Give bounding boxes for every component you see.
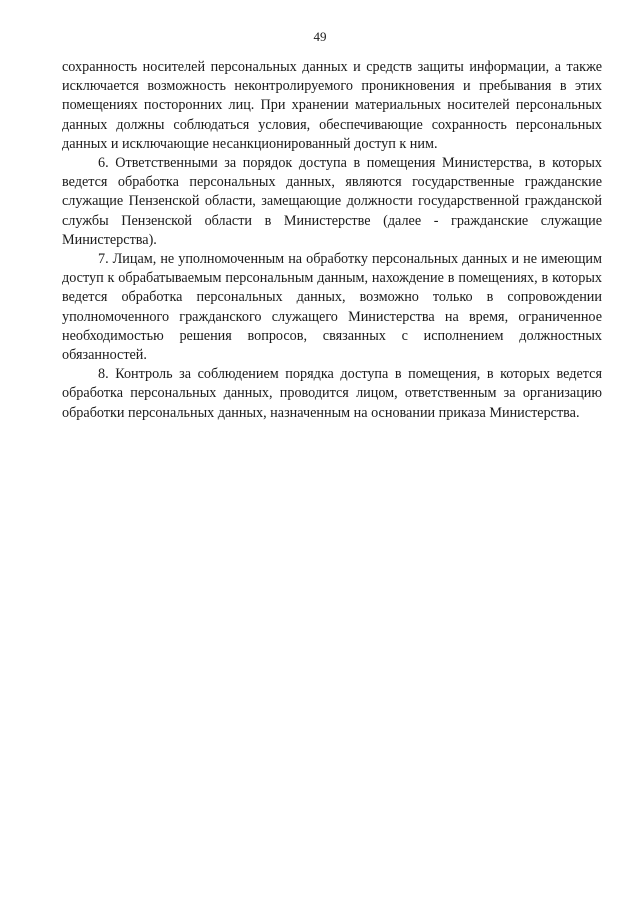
paragraph-item-8: 8. Контроль за соблюдением порядка доступа в помещения, в которых ведется обработка персональных данных, проводится лицом, ответственным за организацию обработки персональных данных, назначенным на основании приказа Министерства. [62, 366, 602, 421]
page-number: 49 [313, 29, 327, 44]
paragraph-item-7: 7. Лицам, не уполномоченным на обработку персональных данных и не имеющим доступ к обрабатываемым персональным данным, нахождение в помещениях, в которых ведется обработка персональных данных, возможно только в сопровождении уполномоченного гражданского служащего Министерства на время, ограниченное необходимостью решения вопросов, связанных с исполнением должностных обязанностей. [62, 251, 602, 364]
paragraph-continuation: сохранность носителей персональных данных и средств защиты информации, а также исключается возможность неконтролируемого проникновения и пребывания в этих помещениях посторонних лиц. При хранении материальных носителей персональных данных должны соблюдаться условия, обеспечивающие сохранность персональных данных и исключающие несанкционированный доступ к ним. [62, 59, 602, 152]
document-body [62, 58, 602, 423]
paragraph-item-6: 6. Ответственными за порядок доступа в помещения Министерства, в которых ведется обработка персональных данных, являются государственные гражданские служащие Пензенской области, замещающие должности государственной гражданской службы Пензенской области в Министерстве (далее - гражданские служащие Министерства). [62, 155, 602, 248]
